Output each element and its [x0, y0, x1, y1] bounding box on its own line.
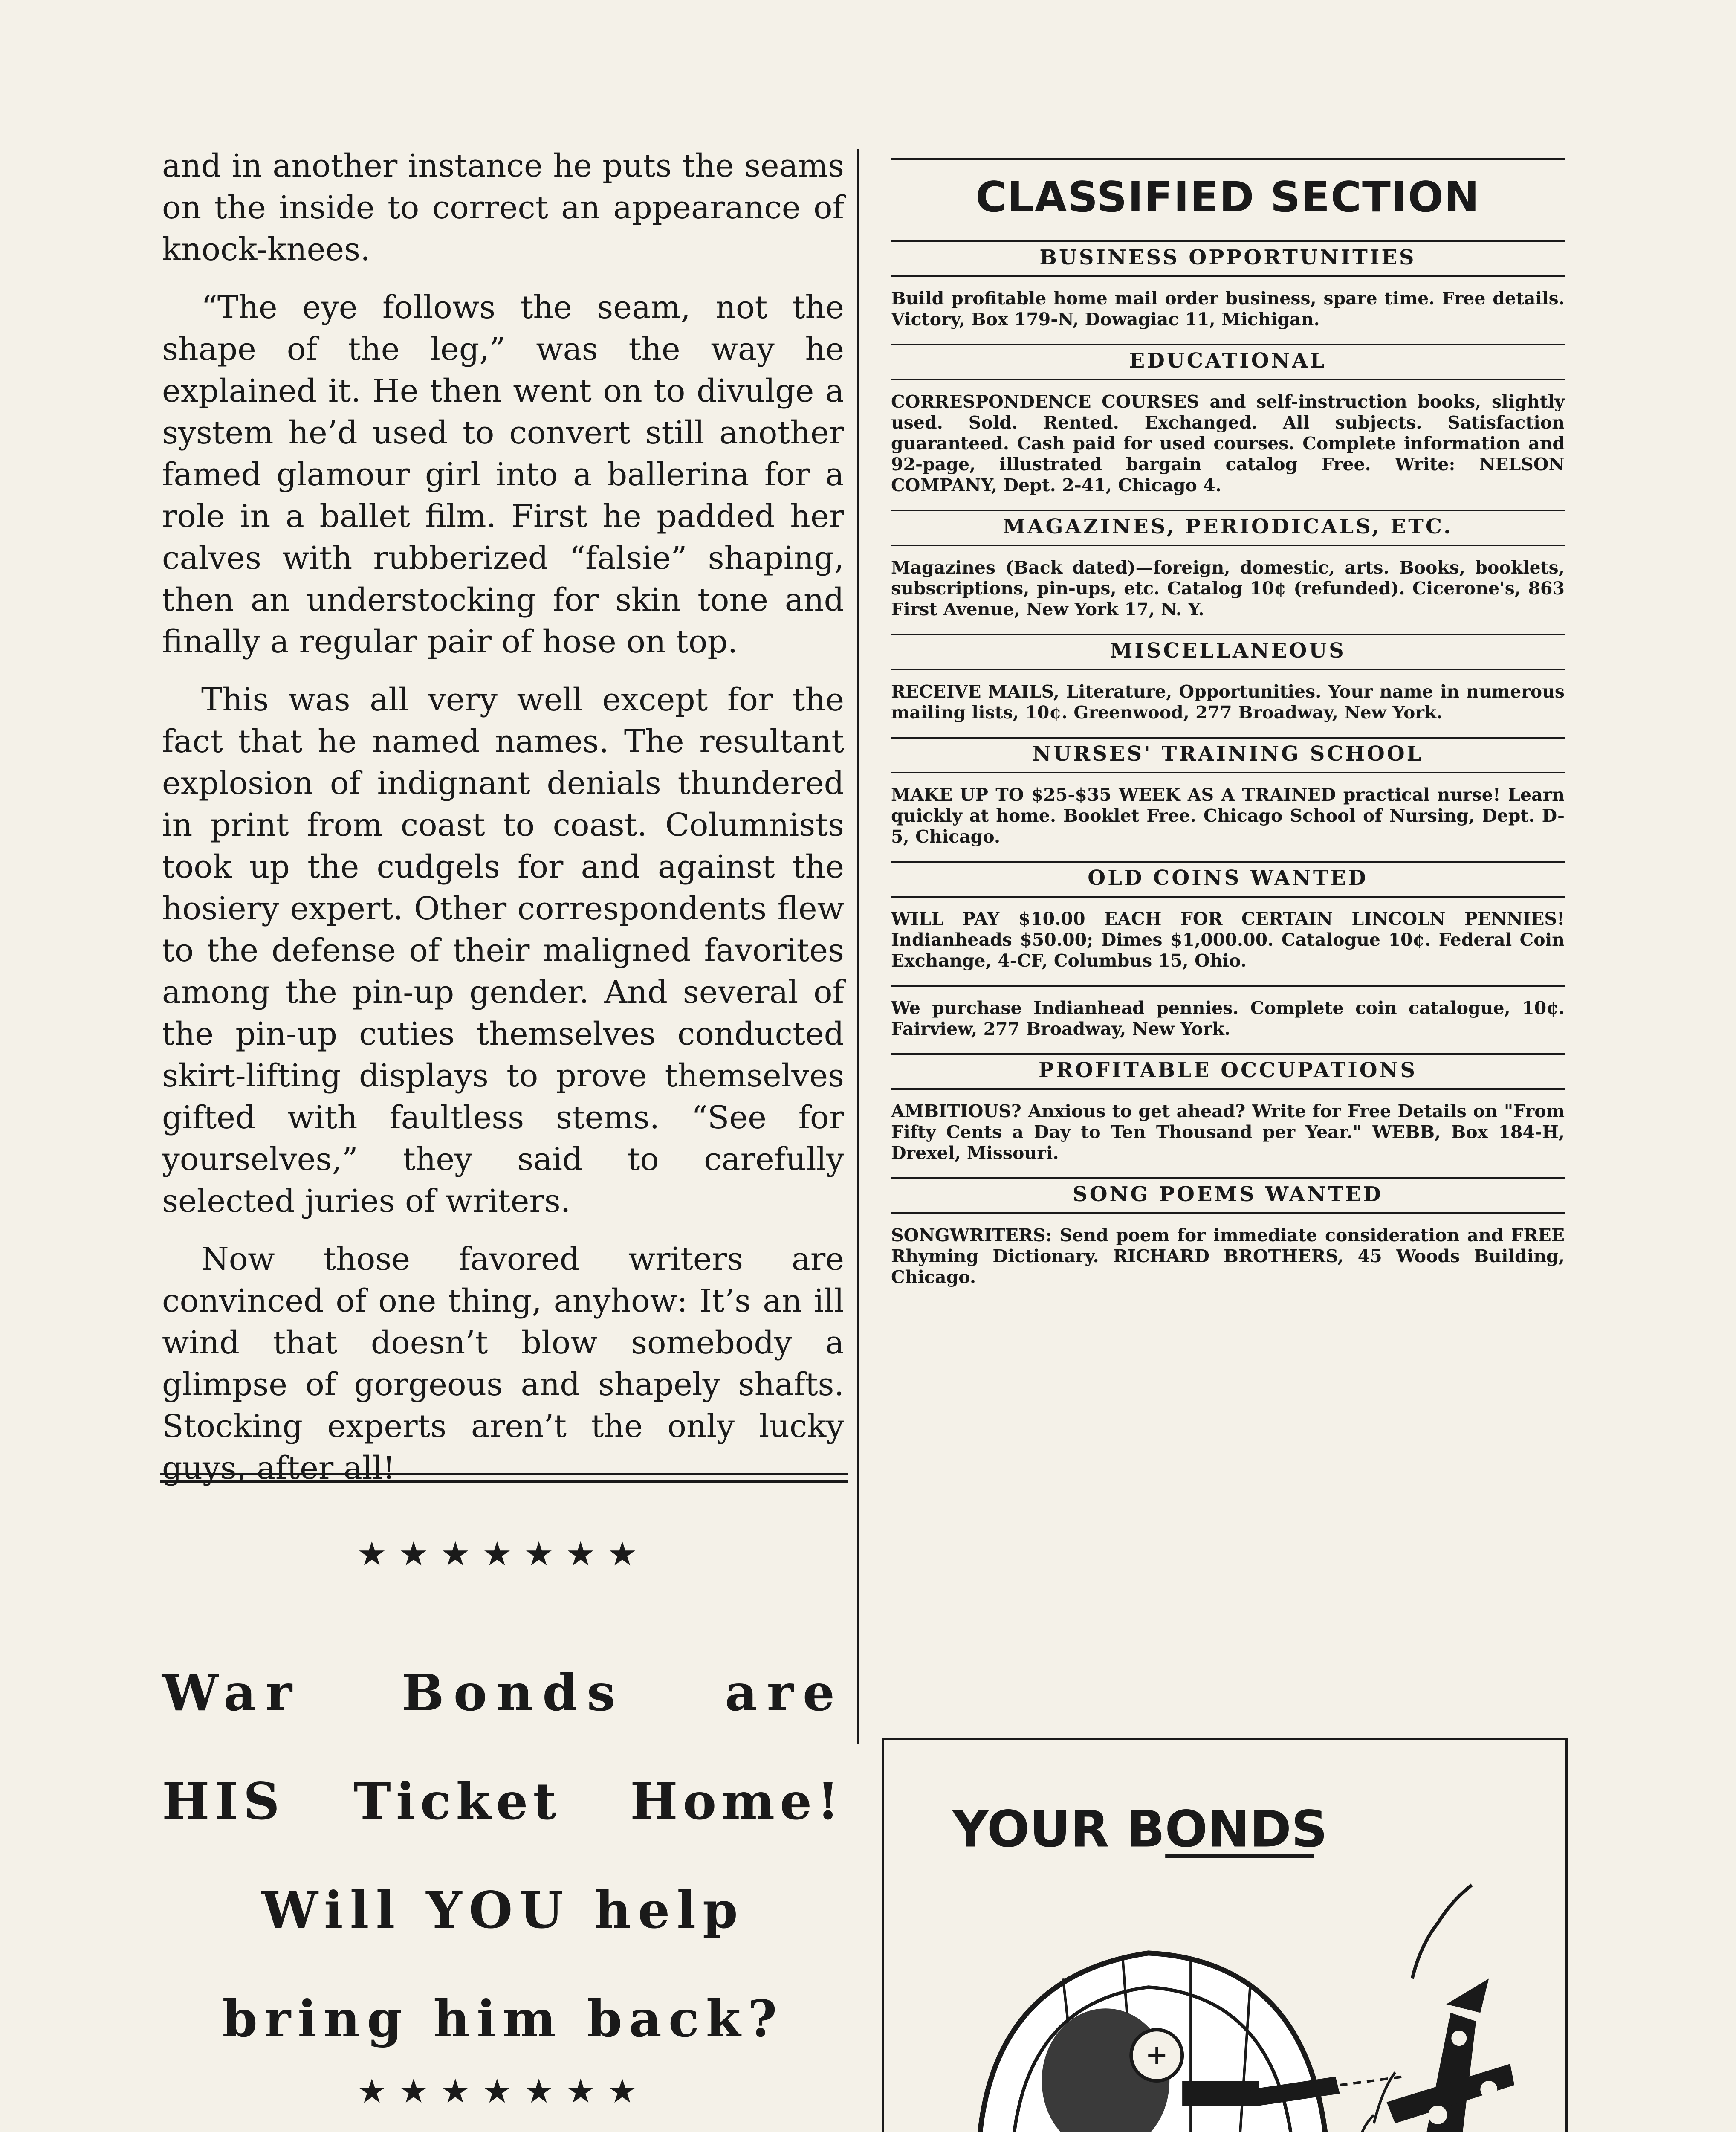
- classified-ad: CORRESPONDENCE COURSES and self-instruction books, slightly used. Sold. Rented. Exchanged. All subjects. Satisfaction guaranteed. Cash paid for used courses. Complete information and 92-page, illustrated bargain catalog Free. Write: NELSON COMPANY, Dept. 2-41, Chicago 4.: [891, 391, 1565, 495]
- falling-plane-illustration: [1357, 1885, 1515, 2132]
- classified-ad: RECEIVE MAILS, Literature, Opportunities. Your name in numerous mailing lists, 10¢. Greenwood, 277 Broadway, New York.: [891, 681, 1565, 723]
- classified-ad: Build profitable home mail order business, spare time. Free details. Victory, Box 179-N, Dowagiac 11, Michigan.: [891, 288, 1565, 330]
- article-paragraph: and in another instance he puts the seams on the inside to correct an appearance of knock-knees.: [162, 148, 844, 268]
- article-paragraph: This was all very well except for the fact that he named names. The resultant explosion of indignant denials thundered in print from coast to coast. Columnists took up the cudgels for and against the hosiery expert. Other correspondents flew to the defense of their maligned favorites among the pin-up gender. And several of the pin-up cuties themselves conducted skirt-lifting displays to prove themselves gifted with faultless stems. “See for yourselves,” they said to carefully selected juries of writers.: [162, 681, 844, 1220]
- category-heading: NURSES' TRAINING SCHOOL: [891, 737, 1565, 773]
- category-heading: MISCELLANEOUS: [891, 634, 1565, 670]
- bonds-cartoon: [882, 1738, 1568, 2132]
- article-paragraph: “The eye follows the seam, not the shape of the leg,” was the way he explained it. He then went on to divulge a system he’d used to convert still another famed glamour girl into a ballerina for a role in a ballet film. First he padded her calves with rubberized “falsie” shaping, then an understocking for skin tone and finally a regular pair of hose on top.: [162, 289, 844, 660]
- gun-turret-illustration: [978, 1953, 1404, 2132]
- article-column: [162, 145, 844, 1505]
- category-heading: SONG POEMS WANTED: [891, 1177, 1565, 1214]
- cartoon-caption-top: YOUR BONDS: [952, 1800, 1328, 1859]
- category-heading: BUSINESS OPPORTUNITIES: [891, 240, 1565, 277]
- classified-ad: SONGWRITERS: Send poem for immediate consideration and FREE Rhyming Dictionary. RICHARD BROTHERS, 45 Woods Building, Chicago.: [891, 1225, 1565, 1287]
- classified-ad: MAKE UP TO $25-$35 WEEK AS A TRAINED practical nurse! Learn quickly at home. Booklet Free. Chicago School of Nursing, Dept. D-5, Chicago.: [891, 785, 1565, 847]
- classified-ad: Magazines (Back dated)—foreign, domestic, arts. Books, booklets, subscriptions, pin-ups, etc. Catalog 10¢ (refunded). Cicerone's, 863 First Avenue, New York 17, N. Y.: [891, 557, 1565, 620]
- column-divider: [857, 149, 859, 1744]
- double-rule-divider: [160, 1473, 848, 1483]
- classified-section: [891, 158, 1565, 1301]
- war-bonds-line-1: War Bonds are: [162, 1663, 844, 1722]
- classified-top-rule: [891, 158, 1565, 160]
- category-heading: EDUCATIONAL: [891, 344, 1565, 380]
- classified-ad: We purchase Indianhead pennies. Complete coin catalogue, 10¢. Fairview, 277 Broadway, New York.: [891, 998, 1565, 1039]
- classified-ad: WILL PAY $10.00 EACH FOR CERTAIN LINCOLN PENNIES! Indianheads $50.00; Dimes $1,000.00. Catalogue 10¢. Federal Coin Exchange, 4-CF, Columbus 15, Ohio.: [891, 909, 1565, 971]
- ad-separator: [891, 985, 1565, 987]
- category-heading: OLD COINS WANTED: [891, 861, 1565, 898]
- article-paragraph: Now those favored writers are convinced of one thing, anyhow: It’s an ill wind that doesn’t blow somebody a glimpse of gorgeous and shapely shafts. Stocking experts aren’t the only lucky guys, after all!: [162, 1241, 844, 1486]
- war-bonds-line-4: bring him back?: [222, 1989, 784, 2048]
- category-heading: MAGAZINES, PERIODICALS, ETC.: [891, 510, 1565, 546]
- war-bonds-line-2: HIS Ticket Home!: [162, 1772, 844, 1831]
- category-heading: PROFITABLE OCCUPATIONS: [891, 1053, 1565, 1090]
- stars-row-bottom: ★★★★★★★: [357, 2072, 649, 2111]
- classified-title: CLASSIFIED SECTION: [975, 173, 1480, 222]
- war-bonds-line-3: Will YOU help: [261, 1880, 745, 1940]
- stars-row-top: ★★★★★★★: [357, 1535, 649, 1573]
- classified-ad: AMBITIOUS? Anxious to get ahead? Write for Free Details on "From Fifty Cents a Day to Ten Thousand per Year." WEBB, Box 184-H, Drexel, Missouri.: [891, 1101, 1565, 1163]
